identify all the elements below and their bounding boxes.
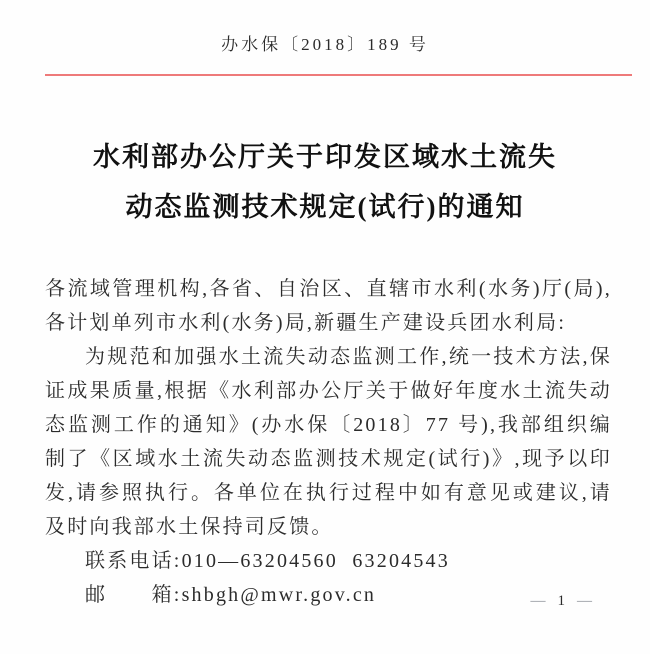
contact-email-label: 邮 箱: (85, 584, 182, 606)
contact-phone-label: 联系电话: (85, 550, 182, 572)
page-number-value: 1 (557, 593, 567, 609)
doc-body (45, 272, 612, 612)
doc-title-line2: 动态监测技术规定(试行)的通知 (125, 192, 525, 222)
recipients-line: 各流域管理机构,各省、自治区、直辖市水利(水务)厅(局),各计划单列市水利(水务)局,新疆生产建设兵团水利局: (45, 278, 612, 334)
doc-number: 办水保〔2018〕189 号 (221, 35, 429, 54)
page-number (531, 593, 595, 610)
contact-email-line (45, 578, 612, 612)
page-number-right-dash: — (577, 593, 594, 609)
doc-title (40, 132, 610, 232)
contact-phone-line (45, 544, 612, 578)
main-paragraph: 为规范和加强水土流失动态监测工作,统一技术方法,保证成果质量,根据《水利部办公厅关于做好年度水土流失动态监测工作的通知》(办水保〔2018〕77 号),我部组织编制了《区域水土流失动态监测技术规定(试行)》,现予以印发,请参照执行。各单位在执行过程中如有意见或建议,请及时向我部水土保持司反馈。 (45, 346, 612, 538)
contact-email-value: shbgh@mwr.gov.cn (181, 584, 377, 606)
red-divider-line (45, 74, 632, 76)
contact-phone-value: 010—63204560 63204543 (181, 550, 450, 572)
page-number-left-dash: — (530, 593, 548, 609)
doc-title-line1: 水利部办公厅关于印发区域水土流失 (93, 142, 557, 172)
